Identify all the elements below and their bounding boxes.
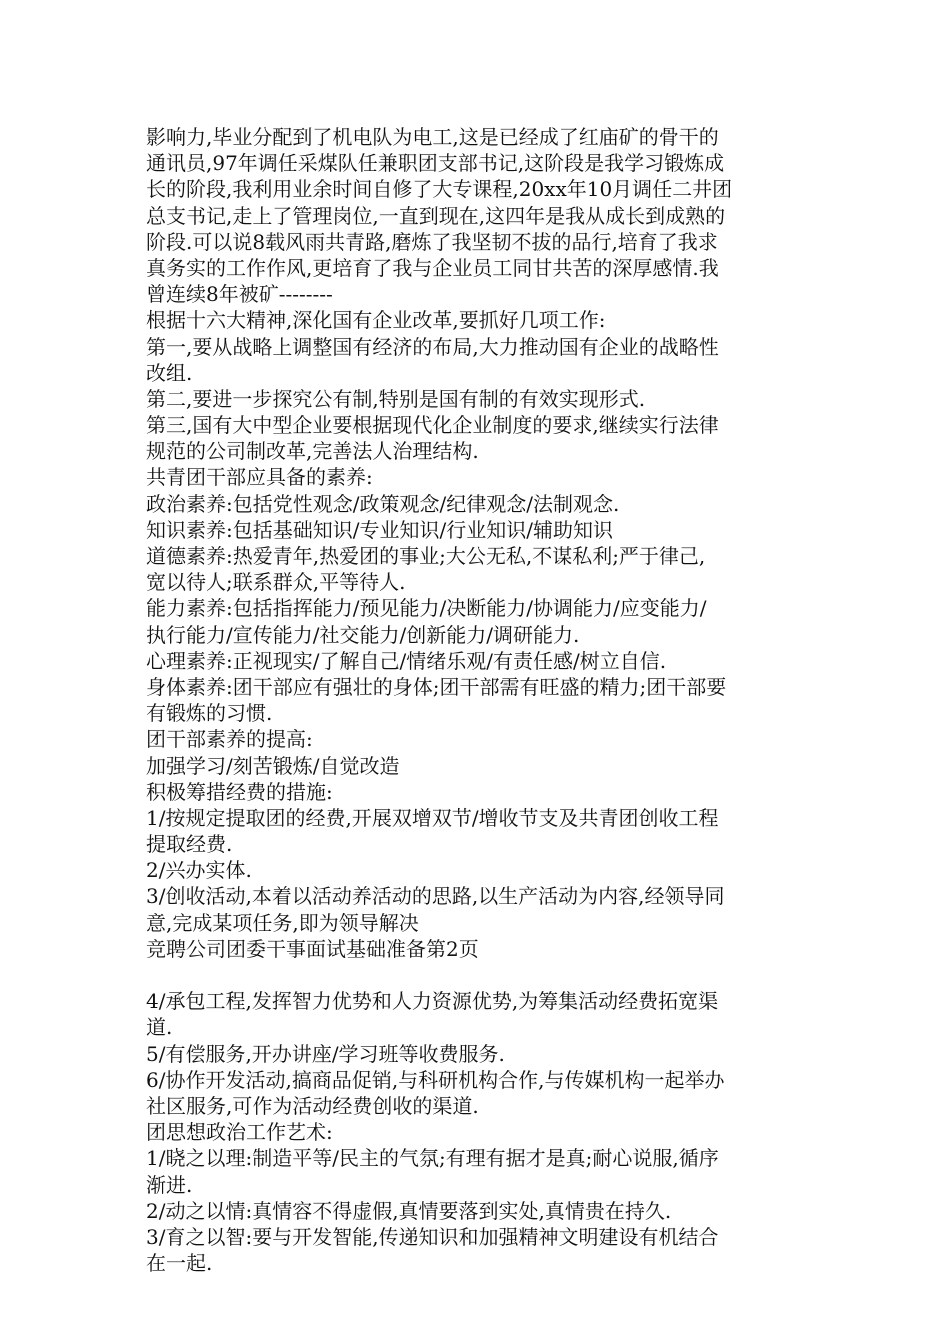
text-line: 知识素养:包括基础知识/专业知识/行业知识/辅助知识 (146, 517, 613, 542)
text-line: 政治素养:包括党性观念/政策观念/纪律观念/法制观念. (146, 491, 620, 516)
text-line: 5/有偿服务,开办讲座/学习班等收费服务. (146, 1041, 505, 1066)
text-line: 社区服务,可作为活动经费创收的渠道. (146, 1093, 479, 1118)
text-line: 第二,要进一步探究公有制,特别是国有制的有效实现形式. (146, 386, 646, 411)
text-line: 宽以待人;联系群众,平等待人. (146, 570, 406, 595)
section-heading: 团干部素养的提高: (146, 727, 313, 752)
text-line: 能力素养:包括指挥能力/预见能力/决断能力/协调能力/应变能力/ (146, 596, 707, 621)
text-line: 真务实的工作作风,更培育了我与企业员工同甘共苦的深厚感情.我 (146, 255, 719, 280)
text-line: 在一起. (146, 1251, 213, 1276)
text-line: 长的阶段,我利用业余时间自修了大专课程,20xx年10月调任二井团 (146, 177, 733, 202)
text-line: 第三,国有大中型企业要根据现代化企业制度的要求,继续实行法律 (146, 413, 719, 438)
text-line: 通讯员,97年调任采煤队任兼职团支部书记,这阶段是我学习锻炼成 (146, 151, 725, 176)
section-heading: 积极筹措经费的措施: (146, 779, 333, 804)
text-line: 执行能力/宣传能力/社交能力/创新能力/调研能力. (146, 622, 580, 647)
text-line: 渐进. (146, 1172, 193, 1197)
blank-line (146, 962, 811, 988)
text-block-1 (146, 124, 811, 962)
text-line: 规范的公司制改革,完善法人治理结构. (146, 439, 479, 464)
text-line: 提取经费. (146, 832, 233, 857)
text-line: 1/晓之以理:制造平等/民主的气氛;有理有据才是真;耐心说服,循序 (146, 1146, 719, 1171)
text-line: 2/兴办实体. (146, 858, 252, 883)
text-line: 身体素养:团干部应有强壮的身体;团干部需有旺盛的精力;团干部要 (146, 674, 727, 699)
text-line: 第一,要从战略上调整国有经济的布局,大力推动国有企业的战略性 (146, 334, 719, 359)
text-block-2 (146, 988, 811, 1276)
text-line: 1/按规定提取团的经费,开展双增双节/增收节支及共青团创收工程 (146, 805, 719, 830)
text-line: 有锻炼的习惯. (146, 701, 273, 726)
text-line: 道. (146, 1015, 173, 1040)
text-line: 3/育之以智:要与开发智能,传递知识和加强精神文明建设有机结合 (146, 1224, 719, 1249)
section-heading: 共青团干部应具备的素养: (146, 465, 373, 490)
document-page (146, 124, 811, 1276)
text-line: 6/协作开发活动,搞商品促销,与科研机构合作,与传媒机构一起举办 (146, 1067, 725, 1092)
text-line: 4/承包工程,发挥智力优势和人力资源优势,为筹集活动经费拓宽渠 (146, 989, 719, 1014)
text-line: 曾连续8年被矿-------- (146, 282, 333, 307)
text-line: 阶段.可以说8载风雨共青路,磨炼了我坚韧不拔的品行,培育了我求 (146, 229, 718, 254)
text-line: 3/创收活动,本着以活动养活动的思路,以生产活动为内容,经领导同 (146, 884, 725, 909)
text-line: 加强学习/刻苦锻炼/自觉改造 (146, 753, 400, 778)
text-line: 意,完成某项任务,即为领导解决 (146, 910, 419, 935)
text-line: 改组. (146, 360, 193, 385)
text-line: 2/动之以情:真情容不得虚假,真情要落到实处,真情贵在持久. (146, 1198, 672, 1223)
text-line: 总支书记,走上了管理岗位,一直到现在,这四年是我从成长到成熟的 (146, 203, 726, 228)
text-line: 道德素养:热爱青年,热爱团的事业;大公无私,不谋私利;严于律己, (146, 544, 706, 568)
section-heading: 根据十六大精神,深化国有企业改革,要抓好几项工作: (146, 308, 606, 333)
page-footer-title: 竞聘公司团委干事面试基础准备第2页 (146, 936, 479, 961)
text-line: 心理素养:正视现实/了解自己/情绪乐观/有责任感/树立自信. (146, 648, 667, 673)
section-heading: 团思想政治工作艺术: (146, 1120, 333, 1145)
text-line: 影响力,毕业分配到了机电队为电工,这是已经成了红庙矿的骨干的 (146, 125, 719, 149)
